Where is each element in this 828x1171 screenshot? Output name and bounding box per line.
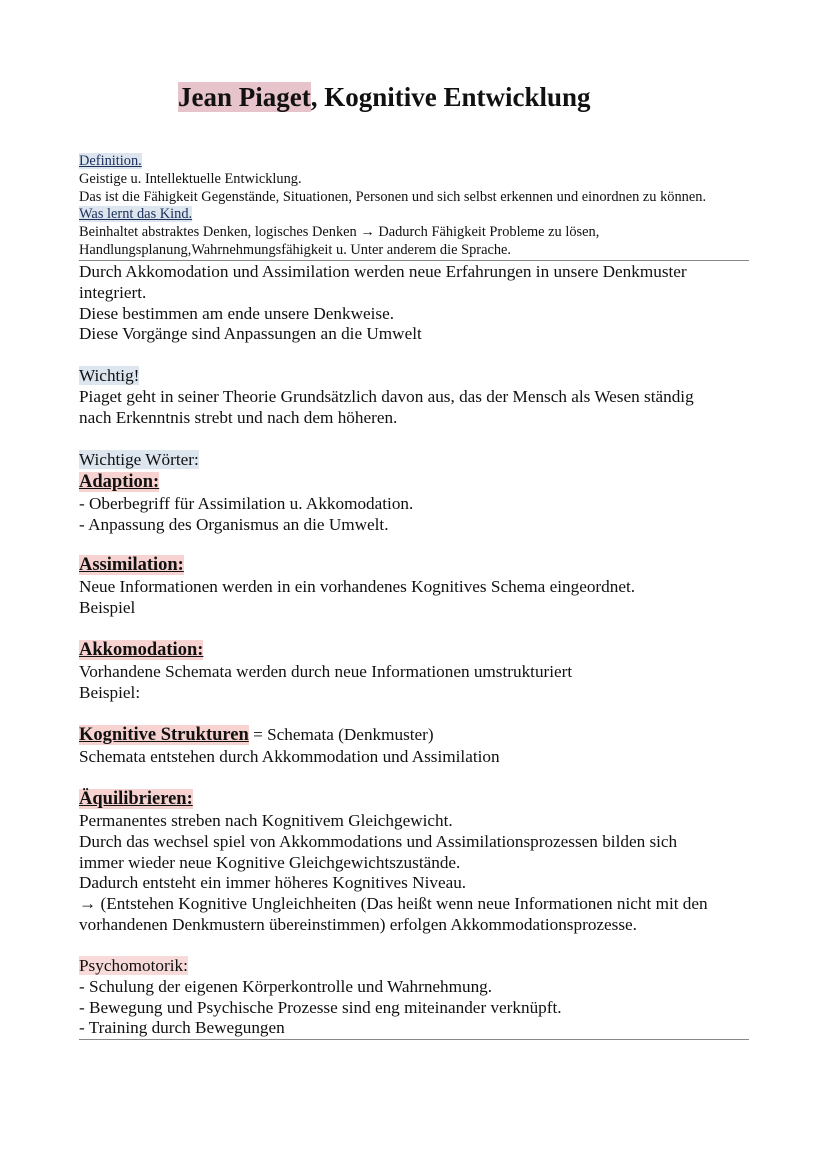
wichtig-section: [79, 366, 694, 428]
aequilibrieren-line: Permanentes streben nach Kognitivem Gleichgewicht.: [79, 811, 453, 830]
learn-heading: Was lernt das Kind.: [79, 206, 193, 223]
assimilation-section: [79, 554, 635, 619]
akkomodation-term: Akkomodation:: [79, 640, 204, 660]
title-name: Jean Piaget: [178, 82, 311, 112]
aequilibrieren-section: [79, 788, 708, 936]
psychomotorik-heading: Psychomotorik:: [79, 956, 188, 975]
wichtig-line: nach Erkenntnis strebt und nach dem höheren.: [79, 407, 398, 427]
psychomotorik-line: - Schulung der eigenen Körperkontrolle und Wahrnehmung.: [79, 976, 493, 996]
wichtig-line: Piaget geht in seiner Theorie Grundsätzlich davon aus, das der Mensch als Wesen ständig: [79, 386, 694, 406]
strukturen-section: [79, 724, 500, 768]
words-heading: Wichtige Wörter:: [79, 450, 199, 469]
assimilation-line: Beispiel: [79, 597, 136, 617]
aequilibrieren-line: → (Entstehen Kognitive Ungleichheiten (Das heißt wenn neue Informationen nicht mit den: [79, 894, 708, 914]
aequilibrieren-line: Dadurch entsteht ein immer höheres Kognitives Niveau.: [79, 873, 467, 893]
strukturen-suffix: = Schemata (Denkmuster): [248, 725, 434, 744]
title-rest: , Kognitive Entwicklung: [310, 82, 591, 112]
aequilibrieren-line: Durch das wechsel spiel von Akkommodations und Assimilationsprozessen bilden sich: [79, 831, 678, 851]
adaption-term: Adaption:: [79, 471, 160, 492]
intro-line: Diese bestimmen am ende unsere Denkweise.: [79, 303, 394, 323]
strukturen-term: Kognitive Strukturen: [79, 725, 249, 745]
intro-section: [79, 262, 687, 345]
page-title: [178, 80, 591, 114]
akkomodation-line: Beispiel:: [79, 682, 141, 702]
intro-line: integriert.: [79, 282, 147, 302]
adaption-line: - Anpassung des Organismus an die Umwelt.: [79, 514, 389, 534]
aequilibrieren-line: immer wieder neue Kognitive Gleichgewichtszustände.: [79, 852, 461, 872]
assimilation-line: Neue Informationen werden in ein vorhandenes Kognitives Schema eingeordnet.: [79, 577, 636, 596]
akkomodation-section: [79, 639, 572, 704]
akkomodation-line: Vorhandene Schemata werden durch neue Informationen umstrukturiert: [79, 662, 573, 681]
assimilation-term: Assimilation:: [79, 555, 184, 575]
aequilibrieren-line: vorhandenen Denkmustern übereinstimmen) erfolgen Akkommodationsprozesse.: [79, 914, 637, 934]
intro-line: Diese Vorgänge sind Anpassungen an die Umwelt: [79, 324, 422, 344]
intro-line: Durch Akkomodation und Assimilation werden neue Erfahrungen in unsere Denkmuster: [79, 262, 687, 281]
definition-heading: Definition.: [79, 153, 142, 169]
learn-line: Handlungsplanung,Wahrnehmungsfähigkeit u. Unter anderem die Sprache.: [79, 242, 749, 261]
psychomotorik-line: - Bewegung und Psychische Prozesse sind eng miteinander verknüpft.: [79, 997, 562, 1017]
psychomotorik-line: - Training durch Bewegungen: [79, 1018, 749, 1040]
learn-line: Beinhaltet abstraktes Denken, logisches Denken → Dadurch Fähigkeit Probleme zu lösen,: [79, 224, 600, 241]
psychomotorik-section: [79, 956, 749, 1040]
wichtig-heading: Wichtig!: [79, 366, 140, 385]
adaption-section: [79, 450, 413, 535]
definition-section: [79, 153, 749, 261]
definition-line: Geistige u. Intellektuelle Entwicklung.: [79, 170, 302, 187]
strukturen-line: Schemata entstehen durch Akkommodation und Assimilation: [79, 747, 500, 766]
adaption-line: - Oberbegriff für Assimilation u. Akkomodation.: [79, 493, 414, 513]
definition-line: Das ist die Fähigkeit Gegenstände, Situationen, Personen und sich selbst erkennen und einordnen zu können.: [79, 188, 707, 205]
aequilibrieren-term: Äquilibrieren:: [79, 789, 193, 809]
